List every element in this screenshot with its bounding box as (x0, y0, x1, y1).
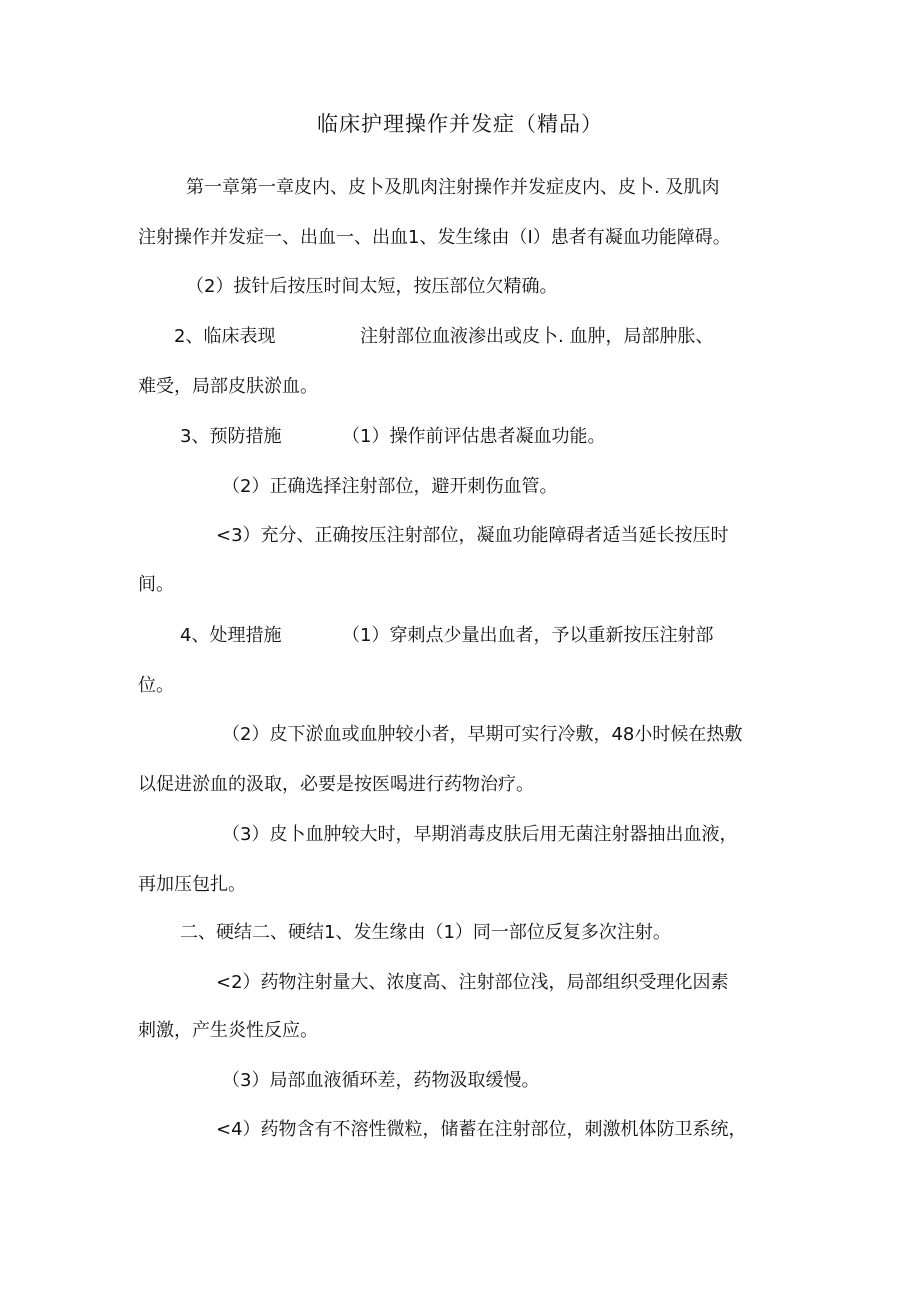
paragraph-line: <2）药物注射量大、浓度高、注射部位浅，局部组织受理化因素 (216, 972, 729, 993)
paragraph-line: （1）穿刺点少量出血者，予以重新按压注射部 (342, 625, 714, 646)
paragraph-line: <3）充分、正确按压注射部位，凝血功能障碍者适当延长按压时 (216, 525, 729, 546)
paragraph-line: 二、硬结二、硬结1、发生缘由（1）同一部位反复多次注射。 (180, 922, 671, 943)
paragraph-line: （2）拔针后按压时间太短，按压部位欠精确。 (186, 276, 558, 297)
document-title: 临床护理操作并发症（精品） (317, 112, 603, 136)
paragraph-line: 刺激，产生炎性反应。 (138, 1020, 318, 1041)
paragraph-line: 注射操作并发症一、出血一、出血1、发生缘由（I）患者有凝血功能障碍。 (138, 227, 731, 248)
paragraph-line: （2）皮下淤血或血肿较小者，早期可实行冷敷，48小时候在热敷 (222, 724, 743, 745)
paragraph-line: 位。 (138, 675, 174, 696)
paragraph-line: （1）操作前评估患者凝血功能。 (342, 426, 606, 447)
paragraph-line: 以促进淤血的汲取，必要是按医喝进行药物治疗。 (138, 774, 534, 795)
paragraph-line: 注射部位血液渗出或皮卜. 血肿，局部肿胀、 (360, 326, 714, 347)
section-label: 3、预防措施 (180, 426, 282, 447)
paragraph-line: （3）局部血液循环差，药物汲取缓慢。 (222, 1070, 540, 1091)
section-label: 4、处理措施 (180, 625, 282, 646)
paragraph-line: （2）正确选择注射部位，避开刺伤血管。 (222, 476, 558, 497)
paragraph-line: 难受，局部皮肤淤血。 (138, 376, 318, 397)
paragraph-line: （3）皮卜血肿较大时，早期消毒皮肤后用无菌注射器抽出血液， (222, 824, 738, 845)
paragraph-line: <4）药物含有不溶性微粒，储蓄在注射部位，刺激机体防卫系统， (216, 1119, 747, 1140)
paragraph-line: 间。 (138, 574, 174, 595)
paragraph-line: 再加压包扎。 (138, 874, 246, 895)
section-label: 2、临床表现 (174, 326, 276, 347)
paragraph-line: 第一章第一章皮内、皮卜及肌肉注射操作并发症皮内、皮卜. 及肌肉 (186, 177, 720, 198)
